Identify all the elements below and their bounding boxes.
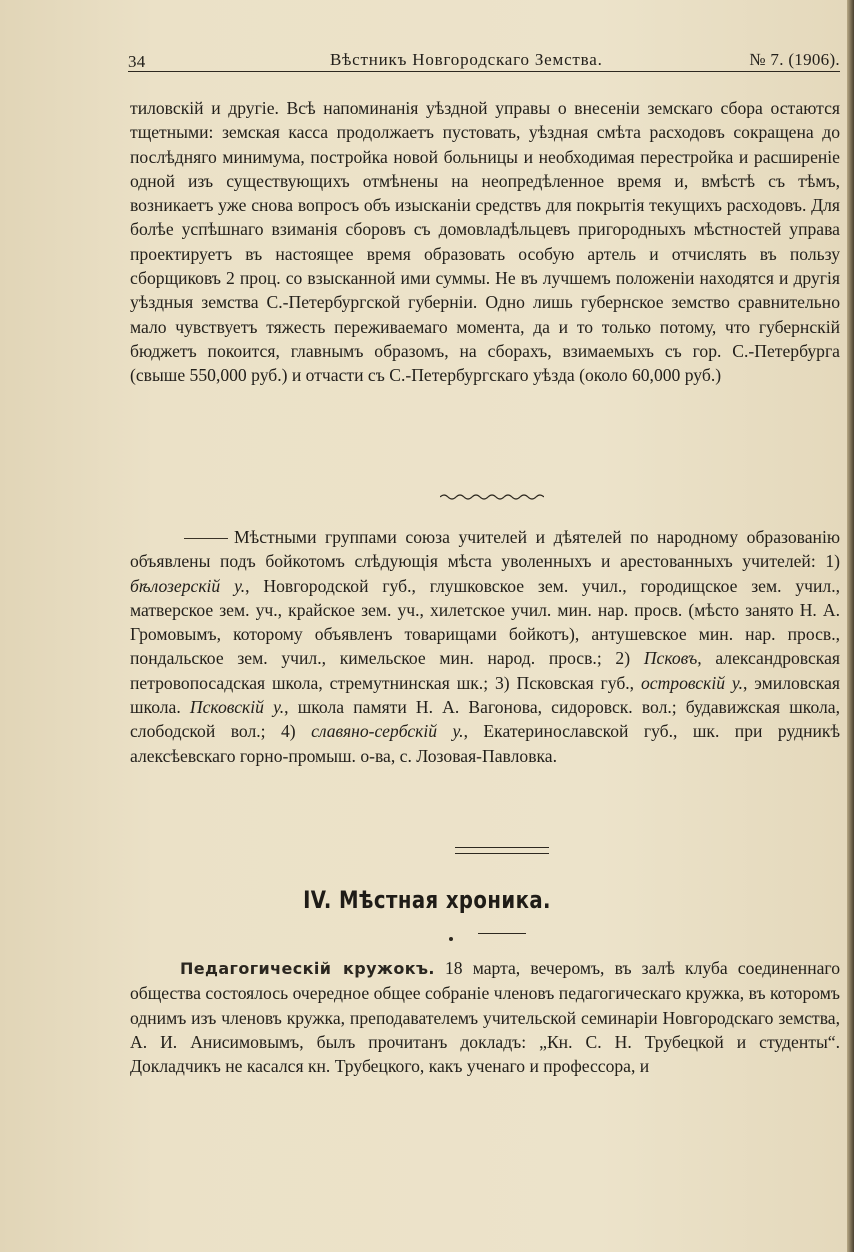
paragraph-lead: Педагогическій кружокъ. xyxy=(180,959,435,978)
italic-place: славяно-сербскій у. xyxy=(311,721,464,742)
paragraph-teacher-boycott xyxy=(130,525,840,768)
text-run: 18 марта, вечеромъ, въ залѣ клуба соединеннаго общества состоялось очередное общее собраніе членовъ педагогическаго кружка, въ которомъ однимъ изъ членовъ кружка, преподавателемъ учительской семинаріи Новгородскаго земства, А. И. Анисимовымъ, былъ прочитанъ докладъ: „Кн. С. Н. Трубецкой и студенты“. Докладчикъ не касался кн. Трубецкого, какъ ученаго и профессора, и xyxy=(130,958,840,1077)
wavy-divider xyxy=(440,492,544,502)
text-run: , школа памяти Н. А. Вагонова, сидоровск. вол.; будавижская школа, слободской вол.; 4) xyxy=(130,697,840,742)
text-run: Мѣстными группами союза учителей и дѣятелей по народному образованію объявлены подъ бойкотомъ слѣдующія мѣста уволенныхъ и арестованныхъ учителей: 1) xyxy=(130,527,840,572)
journal-title: Вѣстникъ Новгородскаго Земства. xyxy=(330,50,603,69)
italic-place: островскій у. xyxy=(640,672,743,693)
text-run: , Екатеринославской губ., шк. при рудникѣ алексѣевскаго горно-промыш. о-ва, с. Лозовая-Павловка. xyxy=(130,721,840,766)
double-rule-divider xyxy=(455,847,549,854)
header-rule xyxy=(128,71,840,72)
dot-ornament xyxy=(449,937,453,941)
section-title: IV. Мѣстная хроника. xyxy=(303,886,551,914)
dash-mark xyxy=(184,538,228,539)
italic-place: Псковскій у. xyxy=(189,697,285,718)
paragraph-pedagogical-circle xyxy=(130,956,840,1078)
text-run: , эмиловская школа. xyxy=(130,672,840,718)
page-number: 34 xyxy=(128,52,146,71)
italic-place: бѣлозерскій у. xyxy=(130,575,246,596)
issue-number: № 7. (1906). xyxy=(749,50,840,69)
text-run: александровская петровопосадская школа, стремутнинская шк.; 3) Псковская губ., xyxy=(130,648,840,693)
text-run: , Новгородской губ., глушковское зем. учил., городищское зем. учил., матверское зем. уч., крайское зем. уч., хилетское учил. мин. нар. просв. (мѣсто занято Н. А. Громовымъ, которому объявленъ товарищами бойкотъ), антушевское мин. нар. просв., пондальское зем. учил., кимельское мин. народ. просв.; 2) xyxy=(130,575,840,669)
italic-place: Псковъ, xyxy=(643,648,702,669)
page-edge xyxy=(847,0,854,1252)
section-rule xyxy=(478,933,526,934)
paragraph-zemstvo-taxes: тиловскій и другіе. Всѣ напоминанія уѣздной управы о внесеніи земскаго сбора остаются тщетными: земская касса продолжаетъ пустовать, уѣздная смѣта расходовъ сокращена до послѣдняго минимума, постройка новой больницы и необходимая перестройка и расширеніе одной изъ существующихъ отмѣнены на неопредѣленное время и, вмѣстѣ съ тѣмъ, возникаетъ уже снова вопросъ объ изысканіи средствъ для покрытія текущихъ расходовъ. Для болѣе успѣшнаго взиманія сборовъ съ домовладѣльцевъ пригородныхъ мѣстностей управа проектируетъ въ настоящее время образовать особую артель и отчислять въ пользу сборщиковъ 2 проц. со взысканной ими суммы. Не въ лучшемъ положеніи находятся и другія уѣздныя земства С.-Петербургской губерніи. Одно лишь губернское земство сравнительно мало чувствуетъ тяжесть переживаемаго момента, да и то только потому, что губернскій бюджетъ покоится, главнымъ образомъ, на сборахъ, взимаемыхъ съ гор. С.-Петербурга (свыше 550,000 руб.) и отчасти съ С.-Петербургскаго уѣзда (около 60,000 руб.) xyxy=(130,98,840,386)
